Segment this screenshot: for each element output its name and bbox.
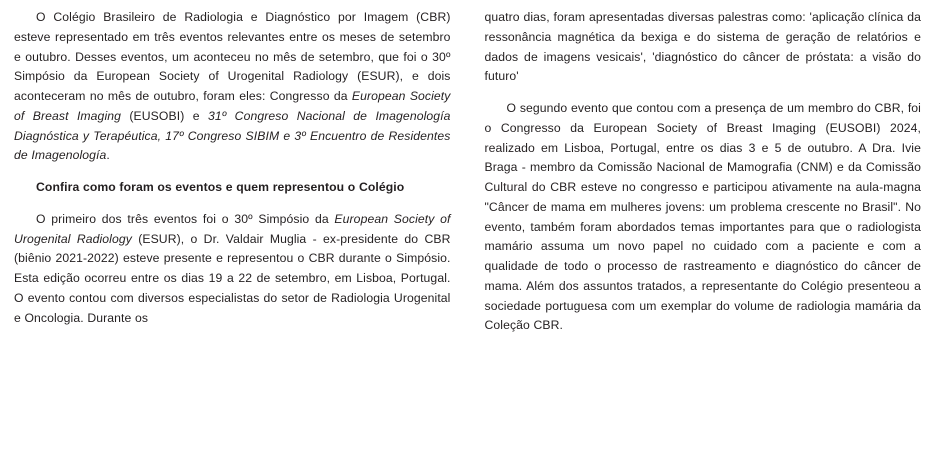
- paragraph-segment-italic: European Society of Breast Imaging: [14, 89, 451, 123]
- paragraph-segment: .: [106, 148, 110, 163]
- right-paragraph-1: quatro dias, foram apresentadas diversas palestras como: 'aplicação clínica da ressonância magnética da bexiga e do sistema de geração de relatórios e dados de imagens vesicais', 'diagnóstico do câncer de próstata: a visão do futuro': [484, 10, 921, 84]
- paragraph-segment: O primeiro dos três eventos foi o 30º Simpósio da: [36, 211, 335, 226]
- paragraph-segment: (ESUR), o Dr. Valdair Muglia - ex-presidente do CBR (biênio 2021-2022) esteve presente e representou o CBR durante o Simpósio. Esta edição ocorreu entre os dias 19 a 22 de setembro, em Lisboa, Portugal. O evento contou com diversos especialistas do setor de Radiologia Urogenital e Oncologia. Durante os: [14, 231, 451, 325]
- left-paragraph-1: [14, 8, 451, 166]
- left-column: [14, 8, 451, 449]
- paragraph-segment: O Colégio Brasileiro de Radiologia e Diagnóstico por Imagem (CBR) esteve representado em três eventos relevantes entre os meses de setembro e outubro. Desses eventos, um aconteceu no mês de setembro, que foi o 30º Simpósio da European Society of Urogenital Radiology (ESUR), e dois aconteceram no mês de outubro, foram eles: Congresso da: [14, 10, 451, 104]
- right-column: [485, 8, 922, 449]
- left-paragraph-2: [14, 210, 451, 329]
- paragraph-segment: (EUSOBI) e: [121, 108, 208, 123]
- paragraph-segment-italic: European Society of Urogenital Radiology: [14, 211, 451, 246]
- section-heading: Confira como foram os eventos e quem representou o Colégio: [36, 180, 405, 195]
- paragraph-segment-italic: 31º Congreso Nacional de Imagenología Diagnóstica y Terapéutica, 17º Congreso SIBIM e 3º Encuentro de Residentes de Imagenología: [14, 108, 451, 163]
- right-paragraph-2: O segundo evento que contou com a presença de um membro do CBR, foi o Congresso da European Society of Breast Imaging (EUSOBI) 2024, realizado em Lisboa, Portugal, entre os dias 3 e 5 de outubro. A Dra. Ivie Braga - membro da Comissão Nacional de Mamografia (CNM) e da Comissão Cultural do CBR esteve no congresso e participou ativamente na aula-magna "Câncer de mama em mulheres jovens: um problema crescente no Brasil". No evento, também foram abordados temas importantes para que o radiologista mamário assuma um novo papel no cuidado com a paciente e com a qualidade de todo o processo de rastreamento e diagnóstico do câncer de mama. Além dos assuntos tratados, a representante do Colégio presenteou a sociedade portuguesa com um exemplar do volume de radiologia mamária da Coleção CBR.: [484, 101, 921, 333]
